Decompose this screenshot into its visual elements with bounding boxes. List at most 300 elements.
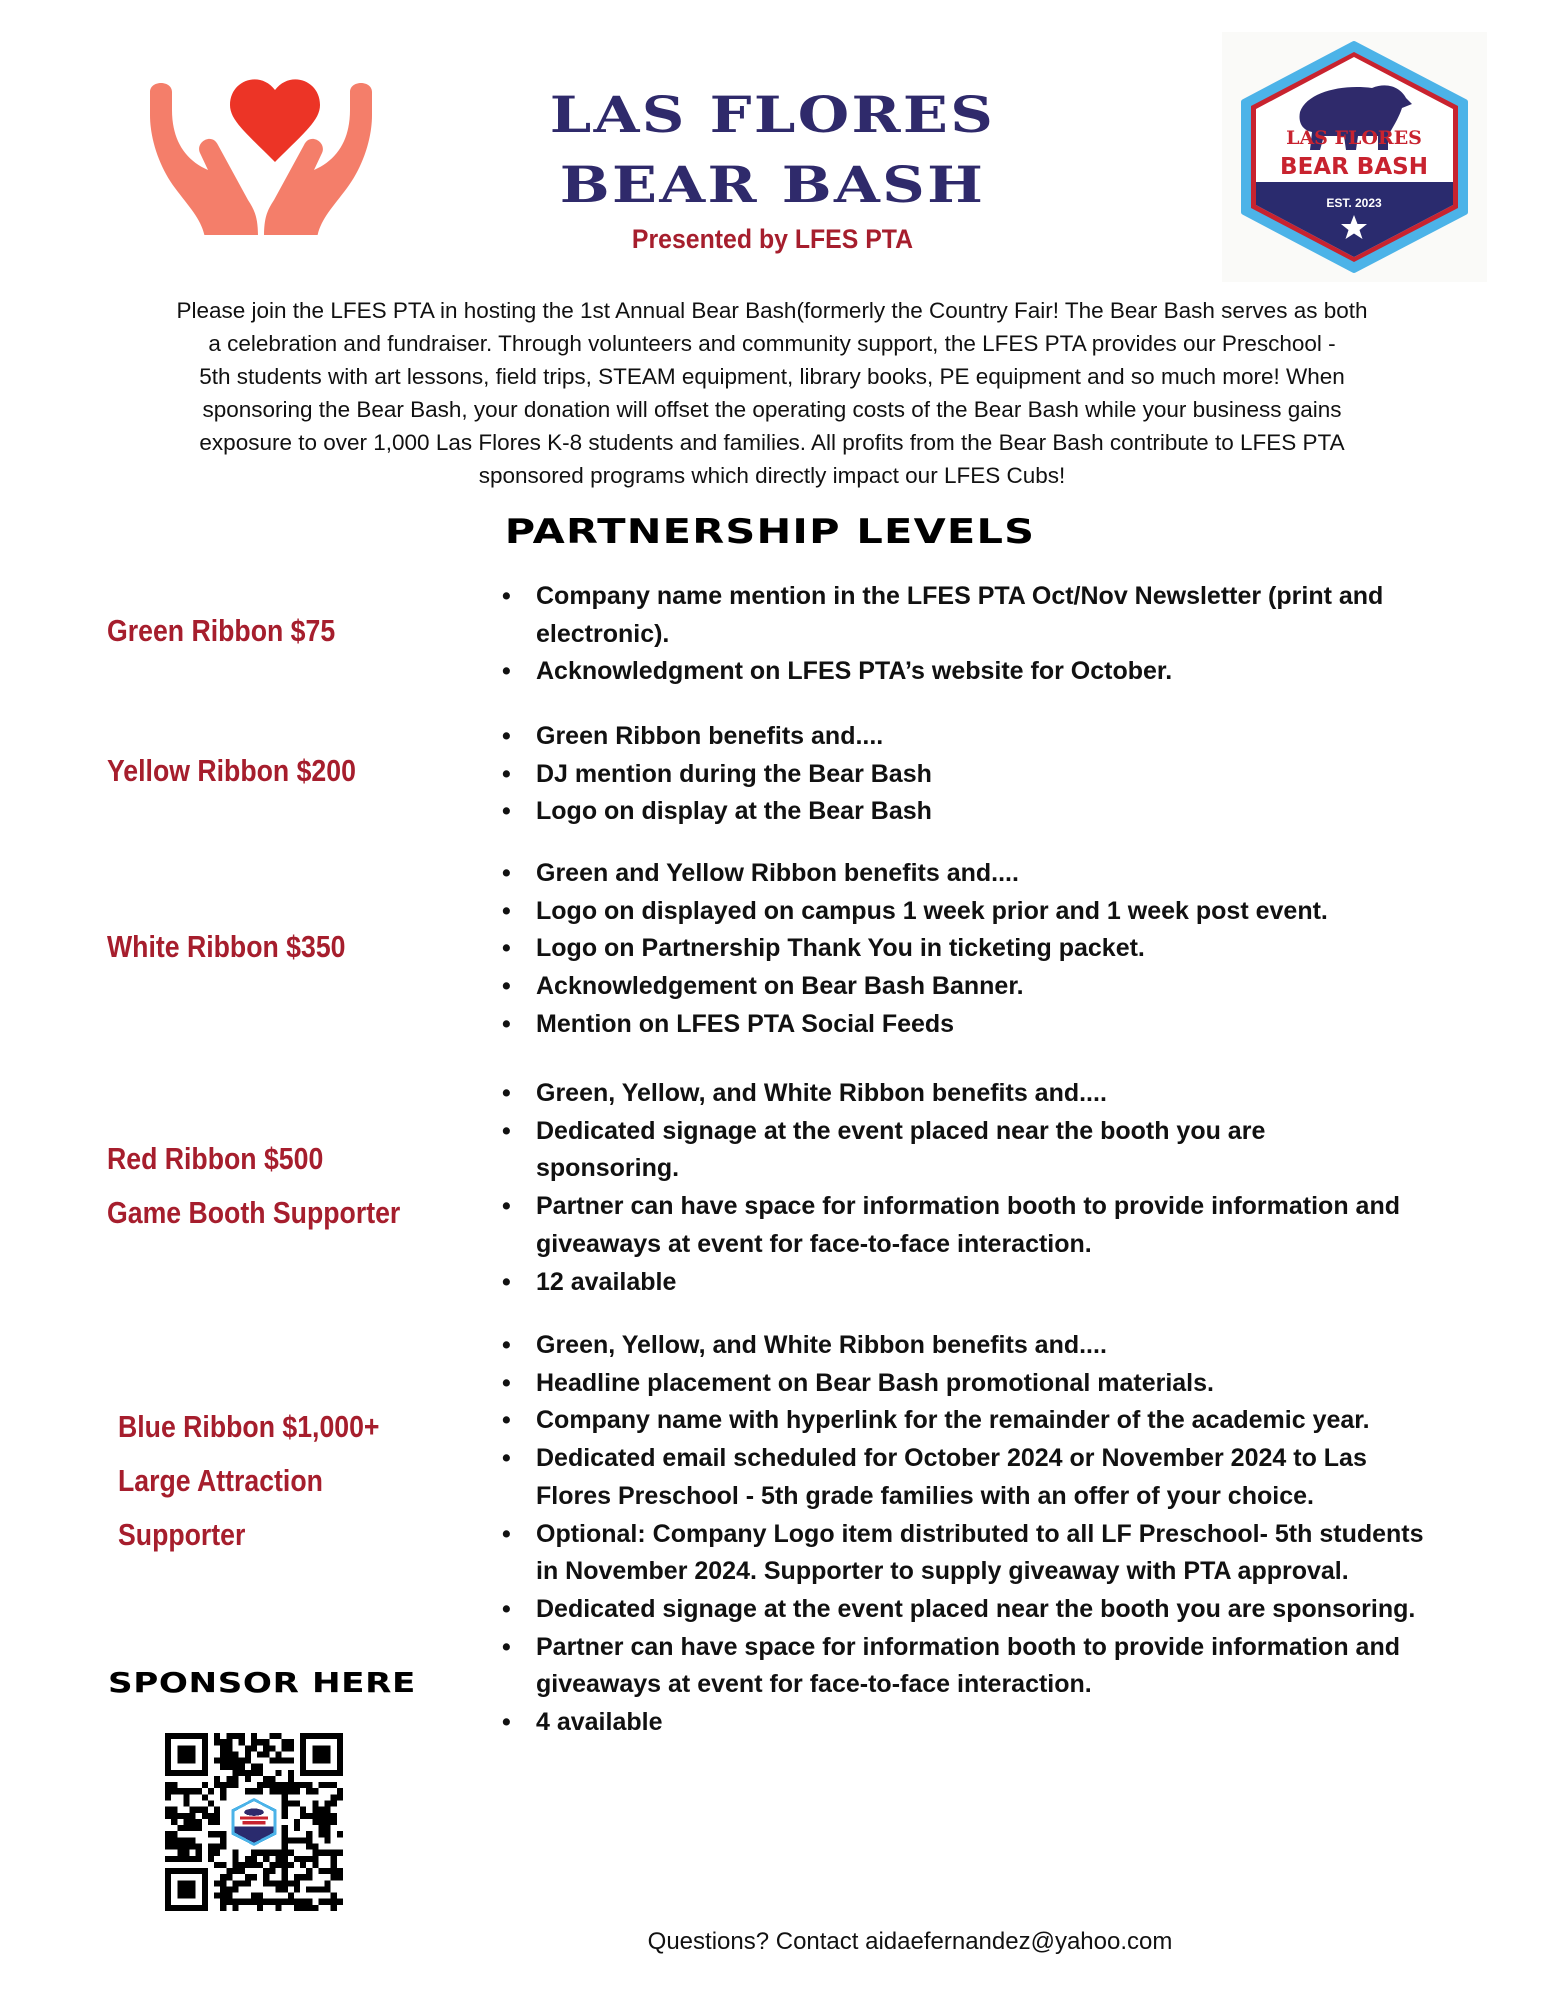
qr-module: [257, 1751, 263, 1757]
qr-code-icon[interactable]: [165, 1733, 343, 1911]
qr-module: [214, 1813, 220, 1819]
benefit-item: • Partner can have space for information booth to provide information and giveaways at event for face-to-face interaction.: [500, 1188, 1400, 1263]
qr-module: [282, 1739, 288, 1745]
qr-module: [208, 1843, 214, 1849]
qr-module: [337, 1794, 343, 1800]
qr-module: [190, 1856, 196, 1862]
qr-module: [282, 1745, 288, 1751]
qr-module: [190, 1837, 196, 1843]
qr-module: [171, 1813, 177, 1819]
qr-module: [239, 1868, 245, 1874]
qr-module: [263, 1874, 269, 1880]
qr-module: [220, 1893, 226, 1899]
benefit-item: • Green, Yellow, and White Ribbon benefits and....: [500, 1075, 1400, 1113]
qr-module: [226, 1733, 232, 1739]
qr-module: [331, 1801, 337, 1807]
qr-module: [269, 1788, 275, 1794]
tier-label-line: Yellow Ribbon $200: [107, 753, 356, 788]
qr-module: [318, 1807, 324, 1813]
qr-module: [245, 1899, 251, 1905]
qr-module: [251, 1899, 257, 1905]
qr-module: [183, 1837, 189, 1843]
benefit-item: • Logo on display at the Bear Bash: [500, 793, 1500, 831]
qr-module: [325, 1813, 331, 1819]
benefit-item: • Green, Yellow, and White Ribbon benefits and....: [500, 1327, 1440, 1365]
qr-module: [214, 1819, 220, 1825]
qr-module: [294, 1905, 300, 1911]
qr-module: [214, 1843, 220, 1849]
tier-label-white: [107, 920, 345, 974]
tier-label-green: [107, 604, 335, 658]
qr-module: [275, 1856, 281, 1862]
qr-module: [331, 1819, 337, 1825]
benefit-item: • Green Ribbon benefits and....: [500, 718, 1500, 756]
benefit-item: • Dedicated email scheduled for October 2024 or November 2024 to Las Flores Preschool - 5th grade families with an offer of your choice.: [500, 1440, 1440, 1515]
qr-module: [177, 1850, 183, 1856]
qr-module: [263, 1850, 269, 1856]
qr-module: [282, 1794, 288, 1800]
qr-module: [183, 1788, 189, 1794]
qr-module: [312, 1788, 318, 1794]
qr-module: [294, 1837, 300, 1843]
qr-module: [312, 1819, 318, 1825]
qr-module: [282, 1831, 288, 1837]
qr-module: [177, 1856, 183, 1862]
qr-module: [220, 1782, 226, 1788]
qr-module: [202, 1782, 208, 1788]
qr-module: [288, 1770, 294, 1776]
qr-module: [245, 1758, 251, 1764]
qr-module: [226, 1868, 232, 1874]
qr-module: [214, 1880, 220, 1886]
qr-module: [202, 1813, 208, 1819]
qr-module: [331, 1874, 337, 1880]
qr-module: [300, 1874, 306, 1880]
qr-module: [306, 1788, 312, 1794]
qr-module: [263, 1856, 269, 1862]
benefits-list-red: [500, 1075, 1400, 1301]
qr-module: [294, 1782, 300, 1788]
qr-module: [294, 1801, 300, 1807]
qr-module: [171, 1831, 177, 1837]
qr-module: [275, 1886, 281, 1892]
qr-module: [233, 1776, 239, 1782]
qr-module: [306, 1856, 312, 1862]
qr-module: [239, 1880, 245, 1886]
qr-module: [300, 1856, 306, 1862]
qr-module: [282, 1843, 288, 1849]
qr-module: [165, 1794, 171, 1800]
qr-module: [233, 1782, 239, 1788]
qr-module: [171, 1856, 177, 1862]
qr-module: [257, 1850, 263, 1856]
qr-module: [214, 1758, 220, 1764]
qr-module: [312, 1856, 318, 1862]
qr-module: [282, 1813, 288, 1819]
logo-top-text: LAS FLORES: [1286, 127, 1422, 149]
qr-module: [282, 1837, 288, 1843]
qr-module: [306, 1905, 312, 1911]
qr-module: [226, 1739, 232, 1745]
qr-module: [183, 1843, 189, 1849]
qr-module: [306, 1874, 312, 1880]
qr-module: [226, 1782, 232, 1788]
qr-module: [233, 1899, 239, 1905]
title-block: [500, 80, 1045, 255]
qr-module: [318, 1831, 324, 1837]
qr-module: [300, 1782, 306, 1788]
qr-module: [282, 1899, 288, 1905]
qr-module: [275, 1905, 281, 1911]
qr-module: [171, 1807, 177, 1813]
qr-module: [214, 1862, 220, 1868]
qr-module: [190, 1788, 196, 1794]
qr-module: [220, 1764, 226, 1770]
qr-module: [337, 1831, 343, 1837]
qr-module: [190, 1843, 196, 1849]
subtitle: Presented by LFES PTA: [631, 224, 914, 254]
qr-module: [325, 1880, 331, 1886]
qr-module: [269, 1733, 275, 1739]
tier-label-line: Game Booth Supporter: [107, 1195, 401, 1230]
qr-module: [325, 1831, 331, 1837]
qr-module: [269, 1758, 275, 1764]
benefit-item: • Logo on Partnership Thank You in ticketing packet.: [500, 930, 1500, 968]
qr-module: [171, 1843, 177, 1849]
qr-module: [196, 1819, 202, 1825]
qr-module: [245, 1751, 251, 1757]
qr-module: [294, 1886, 300, 1892]
qr-module: [288, 1862, 294, 1868]
benefit-item: • Acknowledgement on Bear Bash Banner.: [500, 968, 1500, 1006]
qr-module: [337, 1868, 343, 1874]
qr-module: [214, 1733, 220, 1739]
qr-module: [208, 1831, 214, 1837]
qr-module: [275, 1862, 281, 1868]
intro-line: a celebration and fundraiser. Through volunteers and community support, the LFES PTA provides our Preschool -: [208, 331, 1336, 356]
qr-module: [282, 1868, 288, 1874]
qr-module: [282, 1850, 288, 1856]
tier-label-line: Green Ribbon $75: [107, 613, 336, 648]
qr-module: [325, 1825, 331, 1831]
qr-module: [196, 1825, 202, 1831]
intro-line: exposure to over 1,000 Las Flores K-8 students and families. All profits from the Bear Bash contribute to LFES PTA: [199, 430, 1345, 455]
qr-module: [318, 1819, 324, 1825]
qr-module: [306, 1868, 312, 1874]
qr-module: [245, 1745, 251, 1751]
qr-module: [269, 1850, 275, 1856]
qr-module: [294, 1819, 300, 1825]
qr-finder-top-right: [300, 1733, 343, 1776]
qr-module: [220, 1751, 226, 1757]
qr-module: [220, 1886, 226, 1892]
qr-module: [165, 1837, 171, 1843]
qr-module: [325, 1801, 331, 1807]
qr-module: [257, 1739, 263, 1745]
qr-module: [220, 1905, 226, 1911]
qr-module: [257, 1782, 263, 1788]
qr-module: [263, 1739, 269, 1745]
qr-module: [300, 1807, 306, 1813]
qr-module: [331, 1862, 337, 1868]
qr-module: [233, 1880, 239, 1886]
qr-module: [226, 1874, 232, 1880]
qr-module: [239, 1770, 245, 1776]
qr-module: [220, 1899, 226, 1905]
benefit-item: • DJ mention during the Bear Bash: [500, 756, 1500, 794]
qr-module: [294, 1825, 300, 1831]
qr-module: [251, 1764, 257, 1770]
qr-module: [239, 1764, 245, 1770]
qr-module: [325, 1850, 331, 1856]
benefit-item: • Dedicated signage at the event placed near the booth you are sponsoring.: [500, 1591, 1440, 1629]
qr-module: [190, 1819, 196, 1825]
qr-module: [269, 1745, 275, 1751]
qr-module: [239, 1739, 245, 1745]
qr-module: [233, 1733, 239, 1739]
qr-module: [263, 1776, 269, 1782]
qr-module: [263, 1899, 269, 1905]
qr-module: [288, 1788, 294, 1794]
qr-module: [251, 1770, 257, 1776]
benefit-item: • Dedicated signage at the event placed near the booth you are sponsoring.: [500, 1113, 1400, 1188]
qr-module: [263, 1745, 269, 1751]
qr-module: [233, 1764, 239, 1770]
qr-module: [196, 1843, 202, 1849]
qr-module: [251, 1874, 257, 1880]
benefits-list-green: [500, 578, 1500, 691]
qr-module: [288, 1776, 294, 1782]
qr-module: [196, 1807, 202, 1813]
qr-module: [337, 1788, 343, 1794]
qr-finder-top-left: [165, 1733, 208, 1776]
benefit-item: • Green and Yellow Ribbon benefits and....: [500, 855, 1500, 893]
qr-module: [312, 1862, 318, 1868]
intro-paragraph: [52, 294, 1492, 492]
benefit-item: • 12 available: [500, 1264, 1400, 1302]
qr-module: [208, 1856, 214, 1862]
qr-module: [331, 1856, 337, 1862]
qr-module: [294, 1788, 300, 1794]
qr-module: [312, 1801, 318, 1807]
benefit-item: • Partner can have space for information booth to provide information and giveaways at event for face-to-face interaction.: [500, 1629, 1440, 1704]
qr-module: [220, 1758, 226, 1764]
qr-module: [196, 1856, 202, 1862]
intro-line: Please join the LFES PTA in hosting the 1st Annual Bear Bash(formerly the Country Fair! The Bear Bash serves as both: [176, 298, 1368, 323]
qr-module: [306, 1886, 312, 1892]
qr-module: [177, 1788, 183, 1794]
qr-module: [275, 1788, 281, 1794]
qr-module: [282, 1874, 288, 1880]
benefit-item: • 4 available: [500, 1704, 1440, 1742]
qr-module: [239, 1758, 245, 1764]
tier-label-blue: [118, 1400, 380, 1562]
qr-module: [171, 1788, 177, 1794]
qr-module: [220, 1843, 226, 1849]
qr-module: [318, 1825, 324, 1831]
qr-module: [288, 1758, 294, 1764]
qr-module: [165, 1856, 171, 1862]
qr-module: [325, 1819, 331, 1825]
qr-module: [196, 1788, 202, 1794]
qr-module: [165, 1782, 171, 1788]
qr-module: [288, 1850, 294, 1856]
qr-module: [226, 1751, 232, 1757]
qr-module: [331, 1794, 337, 1800]
benefits-list-blue: [500, 1327, 1440, 1742]
qr-module: [233, 1862, 239, 1868]
qr-module: [325, 1837, 331, 1843]
qr-module: [177, 1837, 183, 1843]
qr-module: [306, 1899, 312, 1905]
qr-module: [263, 1868, 269, 1874]
qr-module: [269, 1880, 275, 1886]
qr-module: [220, 1739, 226, 1745]
qr-module: [318, 1813, 324, 1819]
qr-module: [294, 1856, 300, 1862]
qr-module: [306, 1837, 312, 1843]
qr-module: [288, 1893, 294, 1899]
qr-module: [300, 1837, 306, 1843]
tier-label-line: Blue Ribbon $1,000+: [118, 1409, 380, 1444]
qr-module: [282, 1862, 288, 1868]
intro-line: sponsoring the Bear Bash, your donation will offset the operating costs of the Bear Bash while your business gains: [202, 397, 1342, 422]
qr-module: [257, 1893, 263, 1899]
qr-module: [288, 1837, 294, 1843]
qr-module: [288, 1880, 294, 1886]
qr-module: [251, 1893, 257, 1899]
qr-module: [269, 1776, 275, 1782]
qr-module: [269, 1782, 275, 1788]
qr-module: [312, 1843, 318, 1849]
qr-module: [165, 1843, 171, 1849]
qr-module: [220, 1788, 226, 1794]
qr-module: [306, 1831, 312, 1837]
qr-module: [306, 1843, 312, 1849]
qr-module: [226, 1886, 232, 1892]
qr-module: [171, 1819, 177, 1825]
sponsor-heading: SPONSOR HERE: [108, 1666, 416, 1699]
benefits-list-yellow: [500, 718, 1500, 831]
qr-module: [282, 1856, 288, 1862]
qr-module: [288, 1801, 294, 1807]
qr-module: [251, 1788, 257, 1794]
qr-module: [288, 1745, 294, 1751]
qr-module: [183, 1801, 189, 1807]
qr-module: [257, 1862, 263, 1868]
qr-module: [300, 1905, 306, 1911]
qr-module: [208, 1819, 214, 1825]
qr-module: [337, 1874, 343, 1880]
qr-module: [239, 1862, 245, 1868]
qr-module: [288, 1899, 294, 1905]
qr-module: [331, 1899, 337, 1905]
benefit-item: • Mention on LFES PTA Social Feeds: [500, 1006, 1500, 1044]
qr-module: [282, 1782, 288, 1788]
qr-module: [275, 1733, 281, 1739]
qr-module: [183, 1794, 189, 1800]
qr-module: [251, 1862, 257, 1868]
intro-line: sponsored programs which directly impact our LFES Cubs!: [478, 463, 1066, 488]
qr-module: [282, 1825, 288, 1831]
qr-module: [331, 1813, 337, 1819]
qr-module: [233, 1886, 239, 1892]
qr-module: [282, 1788, 288, 1794]
contact-text: Questions? Contact aidaefernandez@yahoo.com: [647, 1928, 1173, 1955]
qr-module: [306, 1813, 312, 1819]
qr-module: [318, 1850, 324, 1856]
qr-module: [275, 1770, 281, 1776]
qr-module: [220, 1874, 226, 1880]
qr-module: [325, 1807, 331, 1813]
qr-module: [251, 1850, 257, 1856]
benefit-item: • Headline placement on Bear Bash promotional materials.: [500, 1365, 1440, 1403]
qr-module: [318, 1782, 324, 1788]
qr-module: [275, 1758, 281, 1764]
qr-module: [300, 1813, 306, 1819]
qr-module: [214, 1807, 220, 1813]
qr-module: [300, 1899, 306, 1905]
qr-module: [202, 1794, 208, 1800]
qr-module: [282, 1801, 288, 1807]
qr-module: [257, 1770, 263, 1776]
tier-label-line: Red Ribbon $500: [107, 1141, 324, 1176]
tier-label-yellow: [107, 744, 356, 798]
qr-module: [282, 1880, 288, 1886]
qr-module: [177, 1825, 183, 1831]
qr-module: [275, 1880, 281, 1886]
qr-module: [233, 1856, 239, 1862]
qr-module: [196, 1850, 202, 1856]
qr-module: [202, 1807, 208, 1813]
qr-module: [337, 1899, 343, 1905]
qr-module: [257, 1764, 263, 1770]
tier-label-line: Large Attraction: [118, 1463, 323, 1498]
qr-module: [275, 1751, 281, 1757]
qr-module: [245, 1880, 251, 1886]
qr-module: [275, 1899, 281, 1905]
qr-module: [165, 1807, 171, 1813]
qr-module: [220, 1880, 226, 1886]
qr-module: [183, 1825, 189, 1831]
qr-module: [294, 1880, 300, 1886]
qr-module: [214, 1776, 220, 1782]
qr-module: [220, 1862, 226, 1868]
qr-module: [190, 1807, 196, 1813]
qr-module: [318, 1886, 324, 1892]
qr-module: [214, 1831, 220, 1837]
qr-module: [239, 1899, 245, 1905]
qr-module: [233, 1758, 239, 1764]
qr-module: [208, 1813, 214, 1819]
qr-module: [214, 1782, 220, 1788]
intro-line: 5th students with art lessons, field trips, STEAM equipment, library books, PE equipment and so much more! When: [199, 364, 1345, 389]
qr-module: [282, 1758, 288, 1764]
qr-module: [318, 1899, 324, 1905]
qr-module: [300, 1862, 306, 1868]
qr-module: [312, 1886, 318, 1892]
qr-module: [331, 1905, 337, 1911]
qr-module: [263, 1782, 269, 1788]
qr-module: [294, 1874, 300, 1880]
qr-module: [239, 1733, 245, 1739]
title-line-1: LAS FLORES: [549, 85, 996, 144]
benefit-item: • Company name with hyperlink for the remainder of the academic year.: [500, 1402, 1440, 1440]
qr-module: [226, 1745, 232, 1751]
qr-module: [331, 1782, 337, 1788]
qr-module: [251, 1733, 257, 1739]
qr-module: [325, 1899, 331, 1905]
